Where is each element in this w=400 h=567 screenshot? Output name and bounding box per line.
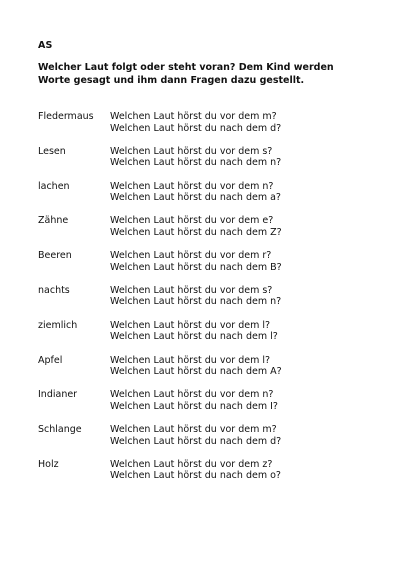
question-after: Welchen Laut hörst du nach dem a?: [110, 192, 281, 204]
entry-row: [38, 389, 368, 424]
entry-questions: [110, 146, 281, 181]
entry-word: Zähne: [38, 215, 69, 227]
question-after: Welchen Laut hörst du nach dem l?: [110, 331, 278, 343]
question-before: Welchen Laut hörst du vor dem z?: [110, 458, 273, 470]
entry-row: [38, 355, 368, 390]
entry-word: nachts: [38, 284, 70, 296]
question-before: Welchen Laut hörst du vor dem n?: [110, 180, 274, 192]
entry-row: [38, 181, 368, 216]
question-after: Welchen Laut hörst du nach dem A?: [110, 366, 282, 378]
question-before: Welchen Laut hörst du vor dem l?: [110, 319, 271, 331]
question-after: Welchen Laut hörst du nach dem n?: [110, 157, 282, 169]
entry-questions: [110, 215, 282, 250]
entry-questions: [110, 250, 282, 285]
entry-word: Lesen: [38, 145, 66, 157]
entry-row: [38, 459, 368, 494]
question-before: Welchen Laut hörst du vor dem m?: [110, 111, 277, 122]
entry-questions: [110, 111, 281, 146]
question-after: Welchen Laut hörst du nach dem d?: [110, 122, 282, 134]
entry-row: [38, 146, 368, 181]
entry-questions: [110, 181, 281, 216]
question-after: Welchen Laut hörst du nach dem d?: [110, 435, 282, 447]
question-after: Welchen Laut hörst du nach dem n?: [110, 296, 282, 308]
question-before: Welchen Laut hörst du vor dem s?: [110, 145, 273, 157]
entry-word: ziemlich: [38, 319, 78, 331]
entry-row: [38, 250, 368, 285]
question-before: Welchen Laut hörst du vor dem l?: [110, 354, 271, 366]
question-after: Welchen Laut hörst du nach dem Z?: [110, 226, 282, 238]
entry-word: Indianer: [38, 389, 78, 401]
question-after: Welchen Laut hörst du nach dem I?: [110, 400, 278, 412]
entry-word: Schlange: [38, 424, 82, 436]
question-before: Welchen Laut hörst du vor dem m?: [110, 424, 277, 436]
entry-row: [38, 320, 368, 355]
entry-word: Fledermaus: [38, 111, 94, 122]
entry-questions: [110, 320, 278, 355]
document-label: AS: [38, 40, 53, 51]
entry-questions: [110, 389, 278, 424]
document-heading: Welcher Laut folgt oder steht voran? Dem Kind werden Worte gesagt und ihm dann Fragen dazu gestellt.: [38, 62, 334, 86]
entry-word: Holz: [38, 458, 59, 470]
entry-questions: [110, 424, 281, 459]
question-after: Welchen Laut hörst du nach dem B?: [110, 261, 282, 273]
entry-questions: [110, 285, 281, 320]
entry-list: [38, 111, 368, 494]
entry-row: [38, 424, 368, 459]
question-before: Welchen Laut hörst du vor dem e?: [110, 215, 274, 227]
entry-word: Beeren: [38, 250, 72, 262]
question-before: Welchen Laut hörst du vor dem r?: [110, 250, 272, 262]
entry-questions: [110, 355, 282, 390]
entry-row: [38, 111, 368, 146]
question-before: Welchen Laut hörst du vor dem n?: [110, 389, 274, 401]
entry-row: [38, 285, 368, 320]
entry-word: lachen: [38, 180, 70, 192]
question-before: Welchen Laut hörst du vor dem s?: [110, 284, 273, 296]
entry-word: Apfel: [38, 354, 63, 366]
question-after: Welchen Laut hörst du nach dem o?: [110, 470, 281, 482]
entry-row: [38, 215, 368, 250]
entry-questions: [110, 459, 281, 494]
